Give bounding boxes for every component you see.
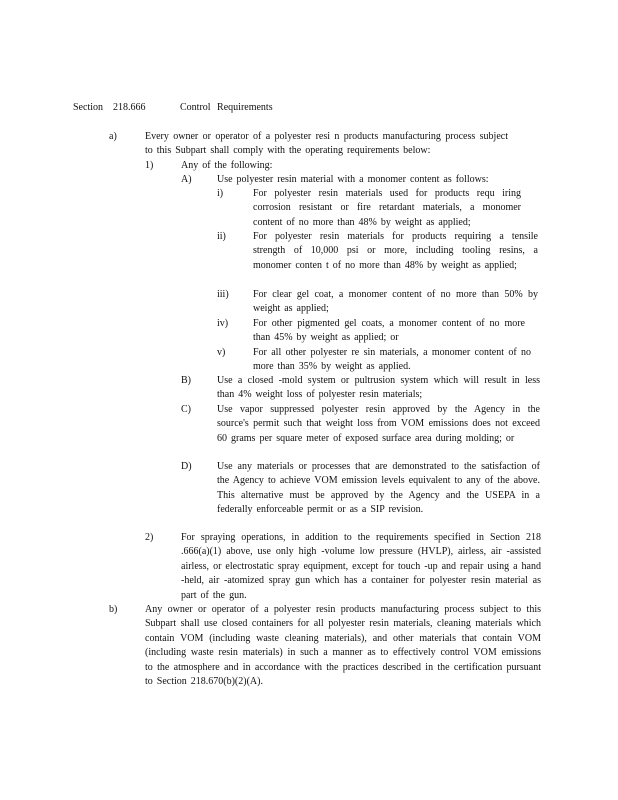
item-i-text: For polyester resin materials used for products requ iring corrosion resistant or fire retardant materials, a monomer content of no more than 48% by weight as applied; — [253, 188, 521, 228]
item-iii-marker: iii) — [217, 289, 229, 300]
item-A-text: Use polyester resin material with a monomer content as follows: — [217, 174, 489, 185]
item-i-marker: i) — [217, 188, 224, 199]
item-C-text: Use vapor suppressed polyester resin approved by the Agency in the source's permit such that weight loss from VOM emissions does not exceed 60 grams per square meter of exposed surface area during molding; or — [217, 404, 540, 444]
item-1-marker: 1) — [145, 160, 154, 171]
item-ii-text: For polyester resin materials for products requiring a tensile strength of 10,000 psi or more, including tooling resins, a monomer conten t of no more than 48% by weight as applied; — [253, 231, 538, 271]
subsection-b-text: Any owner or operator of a polyester resin products manufacturing process subject to this Subpart shall use closed containers for all polyester resin materials, cleaning materials which contain VOM (including waste cleaning materials), and other materials that contain VOM (including waste resin materials) in such a manner as to effectively control VOM emissions to the atmosphere and in accordance with the practices described in the certification pursuant to Section 218.670(b)(2)(A). — [145, 604, 541, 688]
item-B-marker: B) — [181, 375, 191, 386]
item-v-text: For all other polyester re sin materials, a monomer content of no more than 35% by weight as applied. — [253, 347, 531, 373]
section-heading — [73, 101, 543, 116]
item-D-text: Use any materials or processes that are demonstrated to the satisfaction of the Agency to achieve VOM emission levels equivalent to any of the above. This alternative must be approved by the Agency and the USEPA in a federally enforceable permit or as a SIP revision. — [217, 461, 540, 516]
item-iv-text: For other pigmented gel coats, a monomer content of no more than 45% by weight as applied; or — [253, 318, 525, 344]
item-2-marker: 2) — [145, 532, 154, 543]
item-ii-marker: ii) — [217, 231, 226, 242]
item-A-marker: A) — [181, 174, 192, 185]
section-label: Section — [73, 102, 103, 113]
subsection-a-marker: a) — [109, 131, 117, 142]
item-iii-text: For clear gel coat, a monomer content of no more than 50% by weight as applied; — [253, 289, 538, 315]
subsection-a-text: Every owner or operator of a polyester resi n products manufacturing process subject to this Subpart shall comply with the operating requirements below: — [145, 131, 508, 157]
item-iv-marker: iv) — [217, 318, 229, 329]
item-D-marker: D) — [181, 461, 192, 472]
item-1-text: Any of the following: — [181, 160, 273, 171]
section-number: 218.666 — [113, 102, 146, 113]
section-title: Control Requirements — [180, 102, 273, 113]
item-v-marker: v) — [217, 347, 226, 358]
item-B-text: Use a closed -mold system or pultrusion system which will result in less than 4% weight loss of polyester resin materials; — [217, 375, 540, 401]
item-2-text: For spraying operations, in addition to the requirements specified in Section 218 .666(a)(1) above, use only high -volume low pressure (HVLP), airless, air -assisted airless, or electrostatic spray equipment, except for touch -up and repair using a hand -held, air -atomized spray gun which has a container for polyester resin material as part of the gun. — [181, 532, 541, 601]
item-C-marker: C) — [181, 404, 191, 415]
subsection-b-marker: b) — [109, 604, 118, 615]
